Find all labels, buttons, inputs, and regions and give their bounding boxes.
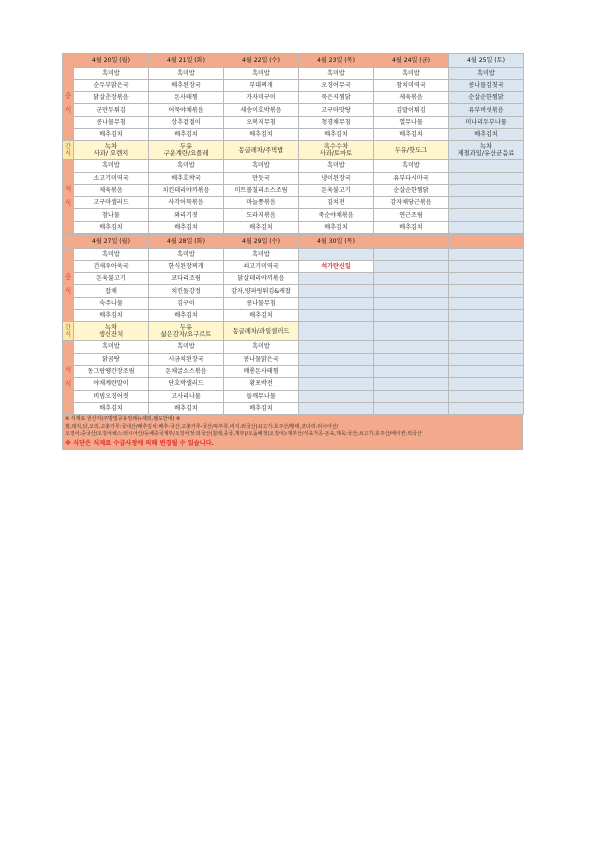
dinner-menu-item: 참나물: [74, 209, 149, 221]
dinner-menu-item: 황포박전: [224, 378, 299, 390]
snack-menu-item: [449, 322, 524, 341]
dinner-menu-item: 흑미밥: [374, 160, 449, 172]
lunch-menu-item: 새송이호박볶음: [224, 104, 299, 116]
dinner-menu-item: 동그랑땡간장조림: [74, 365, 149, 377]
day-header: 4월 29일 (수): [224, 235, 299, 249]
lunch-menu-item: 오징어무국: [299, 79, 374, 91]
snack-label: 간 식: [63, 141, 74, 160]
day-header-row: [63, 54, 524, 68]
dinner-menu-item: [299, 353, 374, 365]
dinner-menu-item: 도라지볶음: [224, 209, 299, 221]
dinner-menu-item: [449, 341, 524, 353]
lunch-menu-item: 흑미밥: [449, 67, 524, 79]
dinner-menu-item: [449, 365, 524, 377]
dinner-menu-item: 냉이된장국: [299, 172, 374, 184]
dinner-menu-item: [449, 353, 524, 365]
lunch-menu-item: [374, 248, 449, 260]
dinner-row: [63, 365, 524, 377]
lunch-row: [63, 273, 524, 285]
dinner-menu-item: 흑미밥: [224, 341, 299, 353]
lunch-menu-item: [299, 273, 374, 285]
dinner-menu-item: 치킨데리야끼볶음: [149, 184, 224, 196]
lunch-menu-item: 고구마맛탕: [299, 104, 374, 116]
lunch-menu-item: 김구이: [149, 297, 224, 309]
lunch-menu-item: [374, 297, 449, 309]
dinner-row: [63, 209, 524, 221]
snack-menu-item: 옥수수차 사과/토마토: [299, 141, 374, 160]
dinner-menu-item: 배추김치: [74, 221, 149, 233]
lunch-menu-item: 흑미밥: [149, 248, 224, 260]
dinner-menu-item: 흑미밥: [74, 160, 149, 172]
dinner-menu-item: [449, 184, 524, 196]
snack-menu-item: 동글레차/주먹밥: [224, 141, 299, 160]
dinner-menu-item: 고구마샐러드: [74, 197, 149, 209]
lunch-menu-item: 닭살데리야끼볶음: [224, 273, 299, 285]
dinner-menu-item: 메롱돈사태찜: [224, 365, 299, 377]
dinner-menu-item: 배추호박국: [149, 172, 224, 184]
day-header: 4월 24일 (금): [374, 54, 449, 68]
lunch-menu-item: 배추김치: [224, 128, 299, 140]
dinner-menu-item: 흑미밥: [224, 160, 299, 172]
dinner-menu-item: 단호박샐러드: [149, 378, 224, 390]
dinner-menu-item: 제육볶음: [74, 184, 149, 196]
dinner-label: 석 식: [63, 160, 74, 234]
dinner-menu-item: 배추김치: [74, 402, 149, 414]
day-header: [374, 235, 449, 249]
dinner-menu-item: 배추김치: [149, 221, 224, 233]
header-corner: [63, 54, 74, 68]
origin-note-line: 오징어:중국산/오징어채스:러시아산/등쌔중국재부/오징어젓:외국산(칠레,중국,재부)/오돔배젓(오징어):재부산/식육가공-돈육,계육:국산;쇠고기:호주산/베이컨:외국산: [65, 431, 422, 438]
lunch-menu-item: 감자,양파링튀김&케찹: [224, 285, 299, 297]
dinner-menu-item: [449, 197, 524, 209]
dinner-menu-item: 순살순한찜닭: [374, 184, 449, 196]
lunch-menu-item: [299, 248, 374, 260]
week2-menu-table: [62, 234, 524, 415]
lunch-menu-item: 배추김치: [149, 310, 224, 322]
lunch-menu-item: [299, 297, 374, 309]
lunch-menu-item: 배추된장국: [149, 79, 224, 91]
lunch-menu-item: 배추김치: [224, 310, 299, 322]
lunch-row: [63, 92, 524, 104]
meal-plan-sheet: [62, 53, 523, 450]
week1-menu-table: [62, 53, 524, 234]
snack-menu-item: 녹차 생신잔치: [74, 322, 149, 341]
dinner-menu-item: 돈육불고기: [299, 184, 374, 196]
lunch-menu-item: 부대찌개: [224, 79, 299, 91]
lunch-menu-item: 제육볶음: [374, 92, 449, 104]
lunch-menu-item: 쇠고기미역국: [224, 260, 299, 272]
dinner-menu-item: 배추김치: [374, 221, 449, 233]
dinner-menu-item: 배추김치: [149, 402, 224, 414]
lunch-menu-item: 배추김치: [74, 128, 149, 140]
dinner-menu-item: 야채계란말이: [74, 378, 149, 390]
lunch-menu-item: 흑미밥: [224, 67, 299, 79]
dinner-menu-item: 죽순야채볶음: [299, 209, 374, 221]
dinner-menu-item: 소고기미역국: [74, 172, 149, 184]
lunch-menu-item: 콩나물김칫국: [449, 79, 524, 91]
lunch-menu-item: [449, 273, 524, 285]
lunch-menu-item: 숙주나물: [74, 297, 149, 309]
lunch-label: 중 식: [63, 67, 74, 141]
lunch-menu-item: 배추김치: [299, 128, 374, 140]
dinner-menu-item: 유부다시마국: [374, 172, 449, 184]
lunch-menu-item: [449, 285, 524, 297]
lunch-menu-item: [374, 285, 449, 297]
lunch-menu-item: [449, 310, 524, 322]
lunch-row: [63, 79, 524, 91]
lunch-menu-item: [374, 310, 449, 322]
snack-menu-item: 두유 삶은감자/요구르트: [149, 322, 224, 341]
dinner-menu-item: [449, 172, 524, 184]
snack-menu-item: 녹차 사과/ 오렌지: [74, 141, 149, 160]
dinner-row: [63, 197, 524, 209]
lunch-menu-item: 돈육불고기: [74, 273, 149, 285]
lunch-menu-item: 콩나물무침: [224, 297, 299, 309]
lunch-menu-item: [449, 297, 524, 309]
dinner-menu-item: [374, 341, 449, 353]
dinner-menu-item: 꽈리기젓: [149, 209, 224, 221]
dinner-menu-item: 감자채당근볶음: [374, 197, 449, 209]
dinner-menu-item: 마늘쫑볶음: [224, 197, 299, 209]
dinner-row: [63, 221, 524, 233]
dinner-row: [63, 172, 524, 184]
lunch-menu-item: 열무나물: [374, 116, 449, 128]
lunch-menu-item: [374, 273, 449, 285]
lunch-menu-item: 미나리두부나물: [449, 116, 524, 128]
lunch-menu-item: 배추김치: [449, 128, 524, 140]
lunch-menu-item: 흑미밥: [374, 67, 449, 79]
dinner-menu-item: 미트볼칠리소스조림: [224, 184, 299, 196]
dinner-menu-item: 들깨무나물: [224, 390, 299, 402]
dinner-menu-item: 흑미밥: [149, 160, 224, 172]
dinner-row: [63, 353, 524, 365]
dinner-menu-item: 흑미밥: [74, 341, 149, 353]
dinner-menu-item: 사각어묵볶음: [149, 197, 224, 209]
dinner-row: [63, 184, 524, 196]
day-header: [449, 235, 524, 249]
lunch-menu-item: 돈사태찜: [149, 92, 224, 104]
lunch-menu-item: [374, 260, 449, 272]
lunch-menu-item: 코다리조림: [149, 273, 224, 285]
day-header: 4월 25일 (토): [449, 54, 524, 68]
dinner-menu-item: [449, 221, 524, 233]
dinner-menu-item: 흑미밥: [149, 341, 224, 353]
day-header: 4월 28일 (화): [149, 235, 224, 249]
dinner-menu-item: [449, 378, 524, 390]
lunch-menu-item: 흑미밥: [74, 248, 149, 260]
snack-row: [63, 322, 524, 341]
day-header: 4월 20일 (월): [74, 54, 149, 68]
lunch-menu-item: 순두부맑은국: [74, 79, 149, 91]
dinner-menu-item: 시금치된장국: [149, 353, 224, 365]
dinner-menu-item: [374, 402, 449, 414]
snack-menu-item: 녹차 제철과일/유산균음료: [449, 141, 524, 160]
lunch-row: [63, 67, 524, 79]
lunch-menu-item: 오복지무침: [224, 116, 299, 128]
lunch-menu-item: 배추김치: [374, 128, 449, 140]
day-header: 4월 30일 (목): [299, 235, 374, 249]
dinner-row: [63, 402, 524, 414]
dinner-menu-item: 콩나물맑은국: [224, 353, 299, 365]
header-corner: [63, 235, 74, 249]
lunch-menu-item: 한식된장찌개: [149, 260, 224, 272]
dinner-menu-item: [374, 353, 449, 365]
day-header: 4월 21일 (화): [149, 54, 224, 68]
lunch-menu-item: 묵은지찜닭: [299, 92, 374, 104]
lunch-label: 중 식: [63, 248, 74, 322]
dinner-menu-item: 비빔오징어젓: [74, 390, 149, 402]
lunch-row: [63, 104, 524, 116]
origin-note-line: 쌀,돼지,닭,오리,고춧가루:국내산/배추김치:배추-국산,고춧가루-국산/두부류,비지:외국산(쇠고기:호주산/황태,코다리:러시아산/: [65, 423, 339, 430]
lunch-menu-item: 닭살춘장볶음: [74, 92, 149, 104]
lunch-menu-item: 청경채무침: [299, 116, 374, 128]
lunch-row: [63, 310, 524, 322]
snack-menu-item: [374, 322, 449, 341]
lunch-menu-item: 상추겉절이: [149, 116, 224, 128]
dinner-menu-item: 배추김치: [299, 221, 374, 233]
day-header: 4월 22일 (수): [224, 54, 299, 68]
dinner-menu-item: 연근조림: [374, 209, 449, 221]
dinner-menu-item: [299, 402, 374, 414]
origin-notes: [62, 415, 523, 450]
lunch-menu-item: 군만두튀김: [74, 104, 149, 116]
lunch-menu-item: 어묵야채볶음: [149, 104, 224, 116]
menu-change-warning: ※ 식단은 식재료 수급사정에 의해 변경될 수 있습니다.: [65, 439, 214, 447]
lunch-menu-item: 잡채: [74, 285, 149, 297]
origin-note-title: ※ 식재료 원산지(주방및공유일레뉴제외,웰도안내) ※: [65, 416, 181, 423]
dinner-menu-item: [374, 378, 449, 390]
snack-menu-item: 두유 구운계란/요플레: [149, 141, 224, 160]
dinner-menu-item: 닭곰탕: [74, 353, 149, 365]
dinner-row: [63, 341, 524, 353]
dinner-menu-item: [299, 341, 374, 353]
lunch-menu-item: [449, 248, 524, 260]
dinner-label: 석 식: [63, 341, 74, 415]
dinner-menu-item: 흑미밥: [299, 160, 374, 172]
dinner-row: [63, 390, 524, 402]
lunch-menu-item: 배추김치: [74, 310, 149, 322]
lunch-row: [63, 248, 524, 260]
lunch-menu-item: 유부버섯볶음: [449, 104, 524, 116]
lunch-menu-item: [449, 260, 524, 272]
lunch-menu-item: 순살순한찜닭: [449, 92, 524, 104]
lunch-row: [63, 297, 524, 309]
dinner-row: [63, 160, 524, 172]
lunch-menu-item: 콩나물무침: [74, 116, 149, 128]
snack-menu-item: 동글레차/과일샐러드: [224, 322, 299, 341]
lunch-row: [63, 128, 524, 140]
dinner-menu-item: 김치전: [299, 197, 374, 209]
snack-menu-item: [299, 322, 374, 341]
dinner-menu-item: [449, 160, 524, 172]
dinner-menu-item: 돈채굴소스볶음: [149, 365, 224, 377]
snack-label: 간 식: [63, 322, 74, 341]
dinner-menu-item: 배추김치: [224, 221, 299, 233]
dinner-menu-item: [374, 365, 449, 377]
dinner-menu-item: [449, 402, 524, 414]
lunch-menu-item: 건새우아욱국: [74, 260, 149, 272]
lunch-menu-item: 김말이튀김: [374, 104, 449, 116]
dinner-menu-item: [449, 390, 524, 402]
day-header-row: [63, 235, 524, 249]
lunch-menu-item: 석가탄신일: [299, 260, 374, 272]
snack-menu-item: 두유/핫도그: [374, 141, 449, 160]
dinner-menu-item: 배추김치: [224, 402, 299, 414]
lunch-menu-item: 흑미밥: [74, 67, 149, 79]
dinner-menu-item: [374, 390, 449, 402]
lunch-menu-item: 참치미역국: [374, 79, 449, 91]
snack-row: [63, 141, 524, 160]
lunch-menu-item: 흑미밥: [149, 67, 224, 79]
lunch-menu-item: 흑미밥: [299, 67, 374, 79]
dinner-menu-item: 만둣국: [224, 172, 299, 184]
lunch-row: [63, 285, 524, 297]
lunch-row: [63, 260, 524, 272]
dinner-menu-item: [299, 378, 374, 390]
dinner-row: [63, 378, 524, 390]
dinner-menu-item: [299, 390, 374, 402]
lunch-menu-item: [299, 285, 374, 297]
lunch-menu-item: 배추김치: [149, 128, 224, 140]
day-header: 4월 23일 (목): [299, 54, 374, 68]
lunch-menu-item: 치킨돌강정: [149, 285, 224, 297]
dinner-menu-item: [449, 209, 524, 221]
lunch-menu-item: 가자미구이: [224, 92, 299, 104]
day-header: 4월 27일 (월): [74, 235, 149, 249]
lunch-row: [63, 116, 524, 128]
lunch-menu-item: [299, 310, 374, 322]
dinner-menu-item: [299, 365, 374, 377]
dinner-menu-item: 고사리나물: [149, 390, 224, 402]
lunch-menu-item: 흑미밥: [224, 248, 299, 260]
